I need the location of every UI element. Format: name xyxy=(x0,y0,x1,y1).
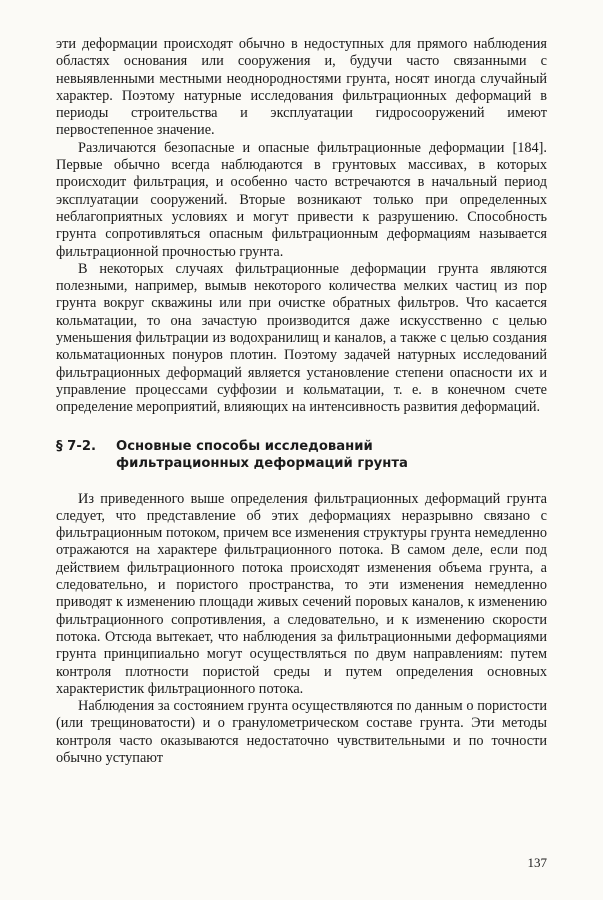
section-heading xyxy=(56,438,547,472)
paragraph-safe-dangerous-deformations: Различаются безопасные и опасные фильтрационные деформации [184]. Первые обычно всегда наблюдаются в грунтовых массивах, в которых происходит фильтрация, и особенно часто встречаются в начальный период эксплуатации сооружений. Вторые возникают только при определенных неблагоприятных условиях и могут привести к разрушению. Способность грунта сопротивляться опасным фильтрационным деформациям называется фильтрационной прочностью грунта. xyxy=(56,139,547,260)
paragraph-soil-observations: Наблюдения за состоянием грунта осуществляются по данным о пористости (или трещиноватости) и о гранулометрическом составе грунта. Эти методы контроля часто оказываются недостаточно чувствительными и по точности обычно уступают xyxy=(56,698,547,766)
section-number: § 7-2. xyxy=(56,438,97,454)
paragraph-useful-deformations: В некоторых случаях фильтрационные деформации грунта являются полезными, например, вымыв некоторого количества мелких частиц из пор грунта вокруг скважины или при очистке обратных фильтров. Что касается кольматации, то она зачастую производится даже искусственно с целью уменьшения фильтрации из водохранилищ и каналов, а также с целью создания кольматационных понуров плотин. Поэтому задачей натурных исследований фильтрационных деформаций является установление степени опасности их и управление процессами суффозии и кольматации, т. е. в конечном счете определение мероприятий, влияющих на интенсивность развития деформаций. xyxy=(56,260,547,416)
page-body xyxy=(56,36,547,767)
section-title-line2: фильтрационных деформаций грунта xyxy=(116,455,408,471)
paragraph-continuation: эти деформации происходят обычно в недоступных для прямого наблюдения областях основания или сооружения и, будучи часто связанными с невыявленными местными неоднородностями грунта, носят иногда случайный характер. Поэтому натурные исследования фильтрационных деформаций в периоды строительства и эксплуатации гидросооружений имеют первостепенное значение. xyxy=(56,36,547,139)
page-number: 137 xyxy=(527,855,547,870)
section-title-line1: Основные способы исследований xyxy=(116,438,373,454)
paragraph-definition-flow: Из приведенного выше определения фильтрационных деформаций грунта следует, что представление об этих деформациях неразрывно связано с фильтрационным потоком, причем все изменения структуры грунта немедленно отражаются на характере фильтрационного потока. В самом деле, если под действием фильтрационного потока происходят изменения объема грунта, а следовательно, и пористого пространства, то эти изменения немедленно приводят к изменению площади живых сечений поровых каналов, к изменению фильтрационного сопротивления, а следовательно, и к изменению скорости потока. Отсюда вытекает, что наблюдения за фильтрационными деформациями грунта принципиально могут осуществляться по двум направлениям: путем контроля плотности пористой среды и путем определения основных характеристик фильтрационного потока. xyxy=(56,490,547,697)
